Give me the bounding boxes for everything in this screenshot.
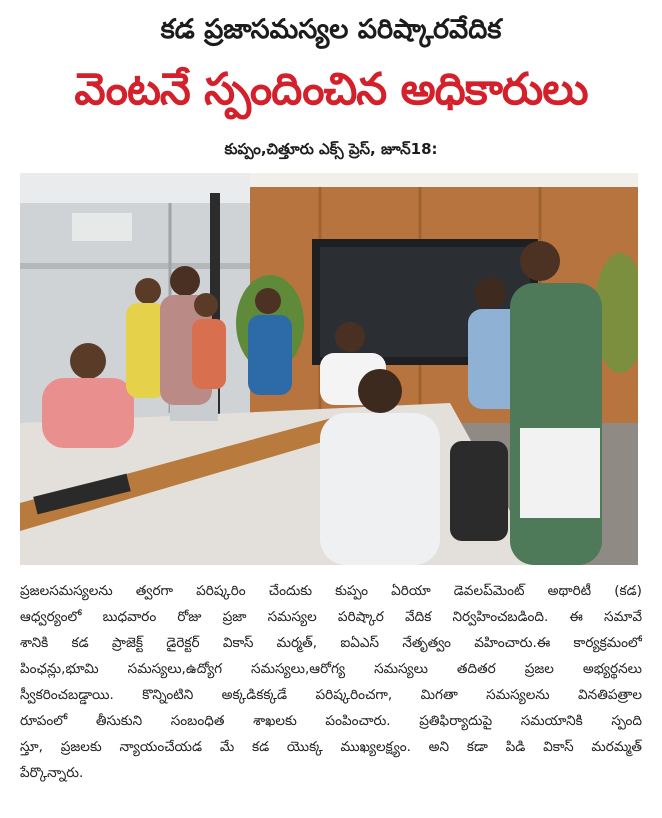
article-body-line: స్తూ, ప్రజలకు న్యాయంచేయడ మే కడ యొక్క ముఖ్యలక్ష్యం. అని కడా పిడి వికాస్ మరమ్మత్ [20,739,642,755]
article-body-line: ప్రజలసమస్యలను త్వరగా పరిష్కరిం చేందుకు కుప్పం ఏరియా డెవలప్‌మెంట్ అథారిటీ (కడ) [20,583,642,599]
article-body-line: శానికి కడ ప్రాజెక్ట్ డైరెక్టర్ వికాస్ మర్మత్, ఐఏఎస్ నేతృత్వం వహించారు.ఈ కార్యక్రమంలో [20,635,642,651]
article-body-line: రూపంలో తీసుకుని సంబంధిత శాఖలకు పంపించారు. ప్రతిఫిర్యాదుపై సమయానికి స్పంది [20,713,642,729]
article-headline: వెంటనే స్పందించిన అధికారులు [74,64,588,115]
article-body-line: ఆధ్వర్యంలో బుధవారం రోజు ప్రజా సమస్యల పరిష్కార వేదిక నిర్వహించబడింది. ఈ సమావే [20,609,642,625]
article-body-line: పింఛన్లు,భూమి సమస్యలు,ఉద్యోగ సమస్యలు,ఆరోగ్య సమస్యలు తదితర ప్రజల అభ్యర్థనలు [20,661,642,677]
article-dateline: కుప్పం,చిత్తూరు ఎక్స్ ప్రెస్, జూన్18: [224,140,438,158]
article-body-line: స్వీకరించబడ్డాయి. కొన్నింటిని అక్కడికక్కడే పరిష్కరించగా, మిగతా సమస్యలను వినతిపత్రాల [20,687,642,703]
article-body [20,578,642,786]
article-body-line: పేర్కొన్నారు. [20,765,84,781]
article-kicker: కడ ప్రజాసమస్యల పరిష్కారవేదిక [160,14,502,45]
news-photo [20,173,638,565]
